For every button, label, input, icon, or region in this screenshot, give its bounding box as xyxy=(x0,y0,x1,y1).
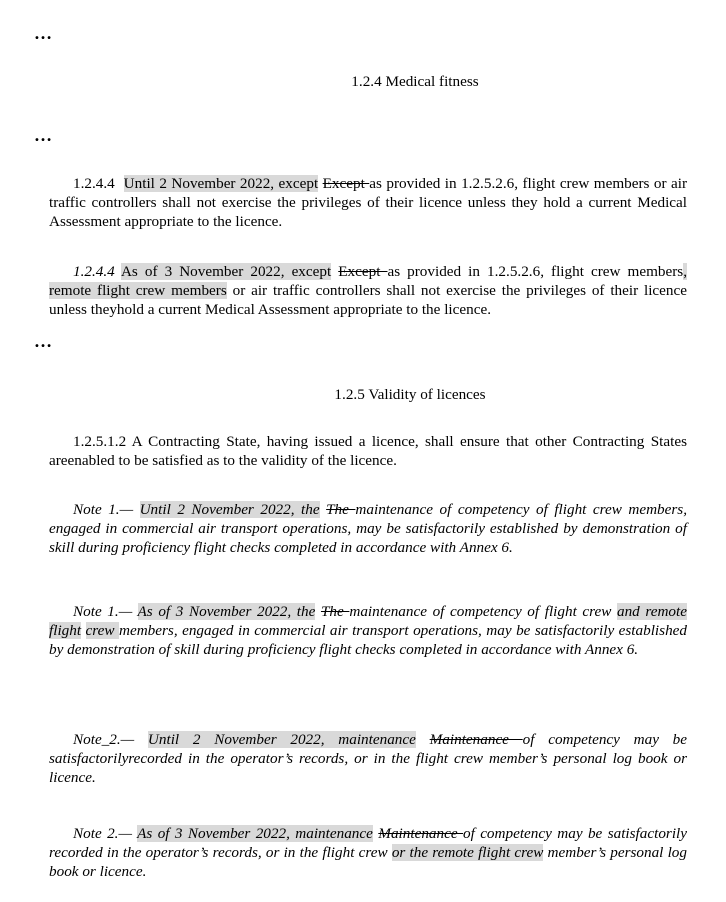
body-text: 1.2.5.1.2 A Contracting State, having issued a licence, shall ensure that other Contracting States areenabled to be satisfied as to the validity of the licence. xyxy=(49,433,687,469)
inserted-text: crew xyxy=(85,622,119,639)
note-label: Note 2.— xyxy=(73,825,138,842)
ellipsis-marker: … xyxy=(34,23,53,43)
deleted-text: The xyxy=(326,501,356,518)
deleted-text: Maintenance xyxy=(378,825,463,842)
note-label: Note 1.— xyxy=(73,501,140,518)
inserted-text: or the remote flight crew xyxy=(391,844,544,861)
note-label: Note_2.— xyxy=(73,731,148,748)
paragraph-1-2-4-4-as-of xyxy=(49,262,687,319)
ellipsis-marker: … xyxy=(34,331,53,351)
deleted-text: Maintenance xyxy=(429,731,523,748)
body-text: of competency may be satisfactorily recorded in the operator’s records, or in the flight crew xyxy=(49,825,688,861)
ellipsis-marker: … xyxy=(34,125,53,145)
section-heading-medical-fitness: 1.2.4 Medical fitness xyxy=(351,73,479,90)
body-text: member’s personal log book or licence. xyxy=(49,844,687,880)
inserted-text: , xyxy=(683,263,687,280)
section-heading-validity-of-licences: 1.2.5 Validity of licences xyxy=(334,386,486,403)
inserted-text: As of 3 November 2022, the xyxy=(137,603,316,620)
paragraph-number: 1.2.4.4 xyxy=(73,263,115,280)
inserted-text: and remote flight xyxy=(49,603,687,639)
deleted-text: The xyxy=(320,603,350,620)
body-text: or air traffic controllers shall not exercise the privileges of their licence unless theyhold a current Medical Assessment appropriate to the licence. xyxy=(49,282,687,318)
paragraph-1-2-5-1-2 xyxy=(49,432,687,470)
body-text: of competency may be satisfactorilyrecorded in the operator’s records, or in the flight crew member’s personal log book or licence. xyxy=(49,731,688,786)
space xyxy=(81,622,85,639)
body-text: members, engaged in commercial air transport operations, may be satisfactorily established by demonstration of skill during proficiency flight checks completed in accordance with Annex 6. xyxy=(49,622,687,658)
inserted-text: Until 2 November 2022, the xyxy=(139,501,320,518)
body-text: maintenance of competency of flight crew xyxy=(349,603,617,620)
note-2-until xyxy=(49,730,687,787)
inserted-text: As of 3 November 2022, maintenance xyxy=(137,825,373,842)
body-text: as provided in 1.2.5.2.6, flight crew members or air traffic controllers shall not exercise the privileges of their licence unless they hold a current Medical Assessment appropriate to the licence. xyxy=(49,175,688,230)
note-2-as-of xyxy=(49,824,687,881)
inserted-text: Until 2 November 2022, except xyxy=(123,175,319,192)
paragraph-number: 1.2.4.4 xyxy=(73,175,115,192)
deleted-text: Except xyxy=(338,263,388,280)
body-text: maintenance of competency of flight crew members, engaged in commercial air transport operations, may be satisfactorily established by demonstration of skill during proficiency flight checks completed in accordance with Annex 6. xyxy=(49,501,687,556)
deleted-text: Except xyxy=(322,175,370,192)
inserted-text: flight crew members xyxy=(91,282,227,299)
inserted-text: remote xyxy=(49,282,92,299)
note-label: Note 1.— xyxy=(73,603,138,620)
note-1-as-of xyxy=(49,602,687,659)
paragraph-1-2-4-4-until xyxy=(49,174,687,231)
note-1-until xyxy=(49,500,687,557)
inserted-text: Until 2 November 2022, maintenance xyxy=(147,731,416,748)
inserted-text: As of 3 November 2022, except xyxy=(120,263,332,280)
body-text: as provided in 1.2.5.2.6, flight crew members xyxy=(387,263,684,280)
